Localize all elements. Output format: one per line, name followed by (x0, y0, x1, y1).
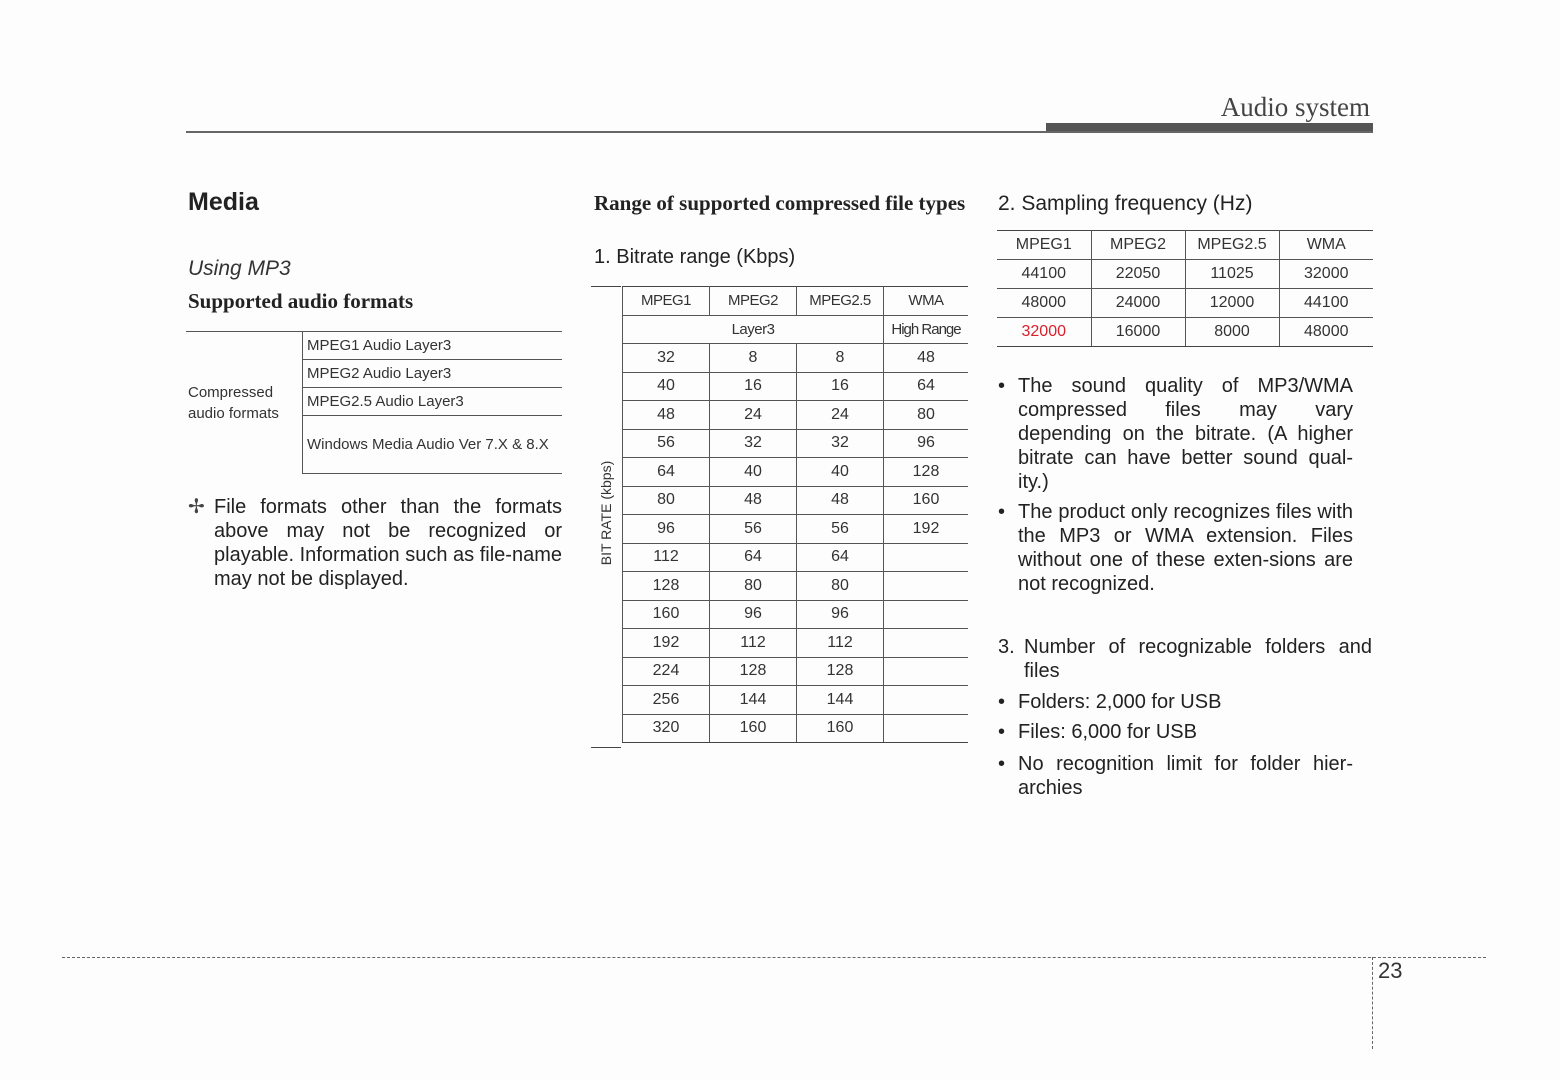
format-note (188, 495, 562, 591)
bullet-text: Files: 6,000 for USB (1018, 721, 1197, 743)
table-cell: 96 (797, 600, 884, 629)
table-cell: 56 (797, 515, 884, 544)
table-cell: 8000 (1185, 318, 1279, 347)
table-cell: 64 (710, 543, 797, 572)
table-cell: 40 (797, 458, 884, 487)
table-cell: 48 (623, 401, 710, 430)
table-cell: 48 (710, 486, 797, 515)
table-cell (884, 629, 969, 658)
table-row (623, 401, 969, 430)
table-cell: 16000 (1091, 318, 1185, 347)
table-cell: 32 (710, 429, 797, 458)
list-item (998, 752, 1353, 800)
table-cell: 112 (710, 629, 797, 658)
table-cell: 112 (797, 629, 884, 658)
table-cell: 112 (623, 543, 710, 572)
sampling-title: 2. Sampling frequency (Hz) (998, 192, 1253, 215)
bullet-text: No recognition limit for folder hier-archies (1018, 753, 1353, 799)
table-cell: 96 (710, 600, 797, 629)
table-cell: 24 (797, 401, 884, 430)
list-item (998, 374, 1353, 494)
table-cell: 160 (623, 600, 710, 629)
table-cell: 48000 (997, 289, 1091, 318)
table-cell: 144 (797, 686, 884, 715)
table-cell: 40 (710, 458, 797, 487)
table-cell: 256 (623, 686, 710, 715)
table-row (623, 458, 969, 487)
range-title: Range of supported compressed file types (594, 191, 966, 215)
table-cell: 32000 (997, 318, 1091, 347)
bullet-text: Folders: 2,000 for USB (1018, 691, 1222, 713)
table-cell: 128 (797, 657, 884, 686)
table-row (623, 486, 969, 515)
table-row (623, 543, 969, 572)
bullet-text: The product only recognizes files with the MP3 or WMA extension. Files without one of these exten-sions are not recognized. (1018, 501, 1353, 595)
note-mark-icon: ✢ (188, 496, 205, 518)
table-row (997, 318, 1373, 347)
header-rule (186, 131, 1373, 133)
bullet-icon: • (998, 721, 1006, 743)
table-row (623, 372, 969, 401)
list-item (998, 690, 1353, 714)
layer-cell: Layer3 (623, 315, 884, 344)
table-cell: 160 (884, 486, 969, 515)
table-cell: 64 (797, 543, 884, 572)
table-cell: 80 (797, 572, 884, 601)
table-cell: 64 (884, 372, 969, 401)
format-item: MPEG2 Audio Layer3 (303, 360, 563, 388)
bullet-icon: • (998, 501, 1006, 523)
bitrate-title: 1. Bitrate range (Kbps) (594, 246, 796, 268)
format-item: Windows Media Audio Ver 7.X & 8.X (303, 416, 563, 474)
table-row (623, 686, 969, 715)
header-cell: MPEG2.5 (1185, 231, 1279, 260)
table-row (623, 600, 969, 629)
section-title: Audio system (1220, 92, 1370, 122)
bullet-icon: • (998, 691, 1006, 713)
table-cell (884, 714, 969, 743)
table-cell: 56 (623, 429, 710, 458)
table-row (997, 260, 1373, 289)
table-cell: 64 (623, 458, 710, 487)
table-cell: 24000 (1091, 289, 1185, 318)
header-cell: MPEG2 (710, 287, 797, 316)
table-cell: 44100 (997, 260, 1091, 289)
table-cell (884, 572, 969, 601)
table-cell: 128 (710, 657, 797, 686)
table-row (623, 714, 969, 743)
table-cell: 40 (623, 372, 710, 401)
wma-range-cell: High Range (884, 315, 969, 344)
table-cell (884, 686, 969, 715)
list-item (998, 500, 1353, 596)
page-title: Media (188, 188, 259, 216)
table-row (623, 344, 969, 373)
header-cell: WMA (884, 287, 969, 316)
table-cell: 48 (797, 486, 884, 515)
format-item: MPEG2.5 Audio Layer3 (303, 388, 563, 416)
table-row (623, 515, 969, 544)
bitrate-table (622, 286, 968, 743)
sampling-table (997, 230, 1373, 347)
table-cell: 16 (797, 372, 884, 401)
table-cell: 160 (797, 714, 884, 743)
table-cell: 32 (797, 429, 884, 458)
footer-rule (62, 957, 1486, 958)
table-cell (884, 657, 969, 686)
table-row (623, 657, 969, 686)
table-cell: 144 (710, 686, 797, 715)
table-row (623, 429, 969, 458)
table-row (623, 629, 969, 658)
table-cell: 32 (623, 344, 710, 373)
audio-formats-table (186, 331, 562, 474)
numbers-title (998, 635, 1372, 683)
table-cell: 56 (710, 515, 797, 544)
table-cell: 224 (623, 657, 710, 686)
table-cell: 80 (884, 401, 969, 430)
table-cell: 32000 (1279, 260, 1373, 289)
bullet-text: The sound quality of MP3/WMA compressed files may vary depending on the bitrate. (A higher bitrate can have better sound qual-ity.) (1018, 375, 1353, 493)
table-cell: 48000 (1279, 318, 1373, 347)
footer-divider (1372, 957, 1373, 1049)
table-cell: 11025 (1185, 260, 1279, 289)
bullet-icon: • (998, 375, 1006, 397)
table-cell: 96 (623, 515, 710, 544)
table-cell: 192 (623, 629, 710, 658)
header-cell: MPEG1 (997, 231, 1091, 260)
table-row (997, 289, 1373, 318)
table-cell: 48 (884, 344, 969, 373)
formats-label: Compressed audio formats (186, 332, 303, 474)
table-cell: 160 (710, 714, 797, 743)
numbers-title-text: Number of recognizable folders and files (1024, 636, 1372, 682)
table-cell: 320 (623, 714, 710, 743)
note-text: File formats other than the formats above may not be recognized or playable. Information such as file-name may not be displayed. (214, 496, 562, 590)
table-cell: 128 (884, 458, 969, 487)
table-cell: 12000 (1185, 289, 1279, 318)
table-cell: 8 (797, 344, 884, 373)
table-cell: 128 (623, 572, 710, 601)
table-cell (884, 600, 969, 629)
table-cell: 96 (884, 429, 969, 458)
bitrate-side-label (591, 286, 621, 748)
table-cell: 16 (710, 372, 797, 401)
table-cell: 22050 (1091, 260, 1185, 289)
numbers-title-num: 3. (998, 636, 1015, 658)
table-cell: 80 (710, 572, 797, 601)
supported-formats-title: Supported audio formats (188, 289, 414, 313)
page-number: 23 (1378, 958, 1403, 983)
header-cell: MPEG2 (1091, 231, 1185, 260)
table-cell: 80 (623, 486, 710, 515)
table-cell (884, 543, 969, 572)
table-cell: 8 (710, 344, 797, 373)
table-row (623, 572, 969, 601)
header-cell: WMA (1279, 231, 1373, 260)
list-item (998, 720, 1353, 744)
bitrate-axis-label: BIT RATE (kbps) (598, 460, 614, 566)
table-cell: 24 (710, 401, 797, 430)
subsection-title: Using MP3 (188, 257, 291, 280)
header-cell: MPEG1 (623, 287, 710, 316)
bullet-icon: • (998, 753, 1006, 775)
table-cell: 44100 (1279, 289, 1373, 318)
header-cell: MPEG2.5 (797, 287, 884, 316)
format-item: MPEG1 Audio Layer3 (303, 332, 563, 360)
table-cell: 192 (884, 515, 969, 544)
